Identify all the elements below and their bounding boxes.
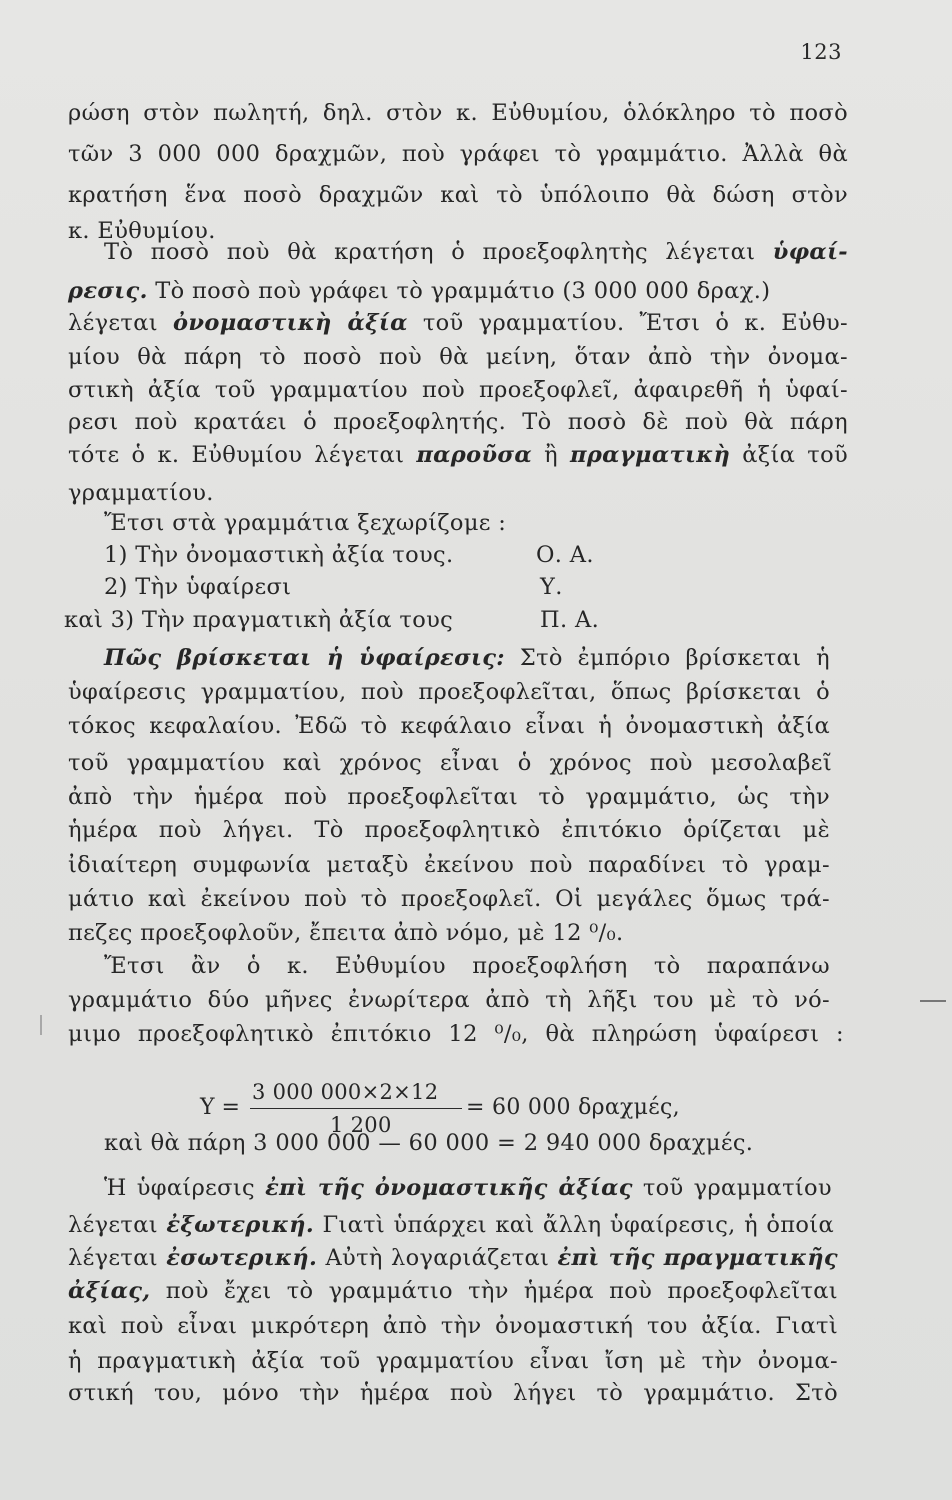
text-span: Τὸ ποσὸ ποὺ θὰ κρατήση ὁ προεξοφλητὴς λέγεται [104, 239, 756, 265]
margin-tick [40, 1015, 42, 1035]
text-span: Αὐτὴ λογαριάζεται [325, 1245, 550, 1271]
term-on-real: ἐπὶ τῆς πραγματικῆς [557, 1245, 838, 1271]
term-ypheresis-end: ρεσις. [68, 278, 148, 304]
text-line [68, 440, 848, 470]
formula-numerator: 3 000 000×2×12 [252, 1080, 439, 1104]
text-line: τοῦ γραμματίου καὶ χρόνος εἶναι ὁ χρόνος ποὺ μεσολαβεῖ [68, 750, 832, 776]
list-item [64, 605, 624, 635]
section-heading: Πῶς βρίσκεται ἡ ὑφαίρεσις: [104, 645, 505, 671]
text-line [68, 1210, 834, 1240]
text-line: στική του, μόνο τὴν ἡμέρα ποὺ λήγει τὸ γραμμάτιο. Στὸ [68, 1380, 838, 1406]
text-span: ποὺ ἔχει τὸ γραμμάτιο τὴν ἡμέρα ποὺ προεξοφλεῖται [165, 1278, 838, 1304]
text-line [68, 1243, 838, 1273]
text-span: λέγεται [68, 1212, 158, 1238]
term-nominal-value: ὀνομαστικὴ ἀξία [173, 310, 408, 336]
text-line: καὶ ποὺ εἶναι μικρότερη ἀπὸ τὴν ὀνομαστική του ἀξία. Γιατὶ [68, 1313, 838, 1339]
text-span: λέγεται [68, 1245, 158, 1271]
formula-rhs: = 60 000 δραχμές, [466, 1095, 680, 1120]
text-line: ἀπὸ τὴν ἡμέρα ποὺ προεξοφλεῖται τὸ γραμμάτιο, ὡς τὴν [68, 784, 830, 810]
formula-denominator: 1 200 [330, 1113, 392, 1137]
formula-result: καὶ θὰ πάρη 3 000 000 — 60 000 = 2 940 000 δραχμές. [104, 1130, 754, 1156]
term-value: ἀξίας, [68, 1278, 151, 1304]
text-span: τοῦ γραμματίου. Ἔτσι ὁ κ. Εὐθυ- [422, 310, 848, 336]
text-span: λέγεται [68, 310, 158, 336]
list-item [104, 540, 624, 570]
list-item [104, 572, 624, 602]
text-line: πεζες προεξοφλοῦν, ἔπειτα ἀπὸ νόμο, μὲ 12 ⁰/₀. [68, 920, 624, 946]
term-real: πραγματικὴ [570, 442, 731, 468]
text-span: Ἡ ὑφαίρεσις [104, 1175, 256, 1201]
text-line [68, 1276, 838, 1306]
list-item-label: 1) Τὴν ὀνομαστικὴ ἀξία τους. [104, 542, 454, 568]
text-line: ἡμέρα ποὺ λήγει. Τὸ προεξοφλητικὸ ἐπιτόκιο ὁρίζεται μὲ [68, 817, 830, 843]
text-line: ὑφαίρεσις γραμματίου, ποὺ προεξοφλεῖται, ὅπως βρίσκεται ὁ [68, 679, 830, 705]
text-line: στικὴ ἀξία τοῦ γραμματίου ποὺ προεξοφλεῖ, ἀφαιρεθῆ ἡ ὑφαί- [68, 377, 848, 403]
text-line: ἡ πραγματικὴ ἀξία τοῦ γραμματίου εἶναι ἴση μὲ τὴν ὀνομα- [68, 1348, 838, 1374]
term-on-nominal: ἐπὶ τῆς ὀνομαστικῆς ἀξίας [265, 1175, 633, 1201]
text-line: Ἔτσι ἂν ὁ κ. Εὐθυμίου προεξοφλήση τὸ παραπάνω [104, 953, 830, 979]
text-line [104, 643, 830, 673]
list-item-abbr: Π. Α. [540, 607, 600, 633]
text-line: ρώση στὸν πωλητή, δηλ. στὸν κ. Εὐθυμίου, ὁλόκληρο τὸ ποσὸ [68, 100, 848, 126]
text-span: τότε ὁ κ. Εὐθυμίου λέγεται [68, 442, 405, 468]
text-line [68, 308, 848, 338]
fraction-bar [250, 1108, 462, 1109]
text-span: Στὸ ἐμπόριο βρίσκεται ἡ [519, 645, 830, 671]
list-item-label: καὶ 3) Τὴν πραγματικὴ ἀξία τους [64, 607, 454, 633]
text-span: ἀξία τοῦ [742, 442, 848, 468]
text-span: Τὸ ποσὸ ποὺ γράφει τὸ γραμμάτιο (3 000 000 δραχ.) [155, 278, 771, 304]
list-intro: Ἔτσι στὰ γραμμάτια ξεχωρίζομε : [104, 510, 507, 536]
page-number: 123 [800, 40, 842, 64]
text-line: μάτιο καὶ ἐκείνου ποὺ τὸ προεξοφλεῖ. Οἱ μεγάλες ὅμως τρά- [68, 886, 830, 912]
text-span: τοῦ γραμματίου [642, 1175, 832, 1201]
formula-lhs: Υ = [200, 1095, 240, 1120]
list-item-abbr: Ο. Α. [536, 542, 594, 568]
text-line: γραμματίου. [68, 480, 214, 506]
text-line: ἰδιαίτερη συμφωνία μεταξὺ ἐκείνου ποὺ παραδίνει τὸ γραμ- [68, 852, 830, 878]
term-ypheresis: ὑφαί- [772, 239, 848, 265]
term-external: ἐξωτερική. [166, 1212, 315, 1238]
text-line: κ. Εὐθυμίου. [68, 218, 216, 244]
text-span: ἢ [544, 442, 558, 468]
text-span: Γιατὶ ὑπάρχει καὶ ἄλλη ὑφαίρεσις, ἡ ὁποία [322, 1212, 834, 1238]
text-line: μιμο προεξοφλητικὸ ἐπιτόκιο 12 ⁰/₀, θὰ πληρώση ὑφαίρεσι : [68, 1021, 844, 1047]
text-line: μίου θὰ πάρη τὸ ποσὸ ποὺ θὰ μείνη, ὅταν ἀπὸ τὴν ὀνομα- [68, 344, 848, 370]
text-line: κρατήση ἕνα ποσὸ δραχμῶν καὶ τὸ ὑπόλοιπο θὰ δώση στὸν [68, 182, 848, 208]
text-line: γραμμάτιο δύο μῆνες ἐνωρίτερα ἀπὸ τὴ λῆξι του μὲ τὸ νό- [68, 987, 830, 1013]
text-line: τῶν 3 000 000 δραχμῶν, ποὺ γράφει τὸ γραμμάτιο. Ἀλλὰ θὰ [68, 141, 848, 167]
text-line [104, 1173, 832, 1203]
list-item-abbr: Υ. [540, 574, 563, 600]
term-present: παροῦσα [416, 442, 533, 468]
text-line: ρεσι ποὺ κρατάει ὁ προεξοφλητής. Τὸ ποσὸ δὲ ποὺ θὰ πάρη [68, 409, 848, 435]
text-line [104, 237, 848, 267]
term-internal: ἐσωτερική. [166, 1245, 318, 1271]
list-item-label: 2) Τὴν ὑφαίρεσι [104, 574, 292, 600]
margin-mark [920, 1000, 946, 1002]
text-line [68, 276, 848, 306]
text-line: τόκος κεφαλαίου. Ἐδῶ τὸ κεφάλαιο εἶναι ἡ ὀνομαστικὴ ἀξία [68, 713, 830, 739]
